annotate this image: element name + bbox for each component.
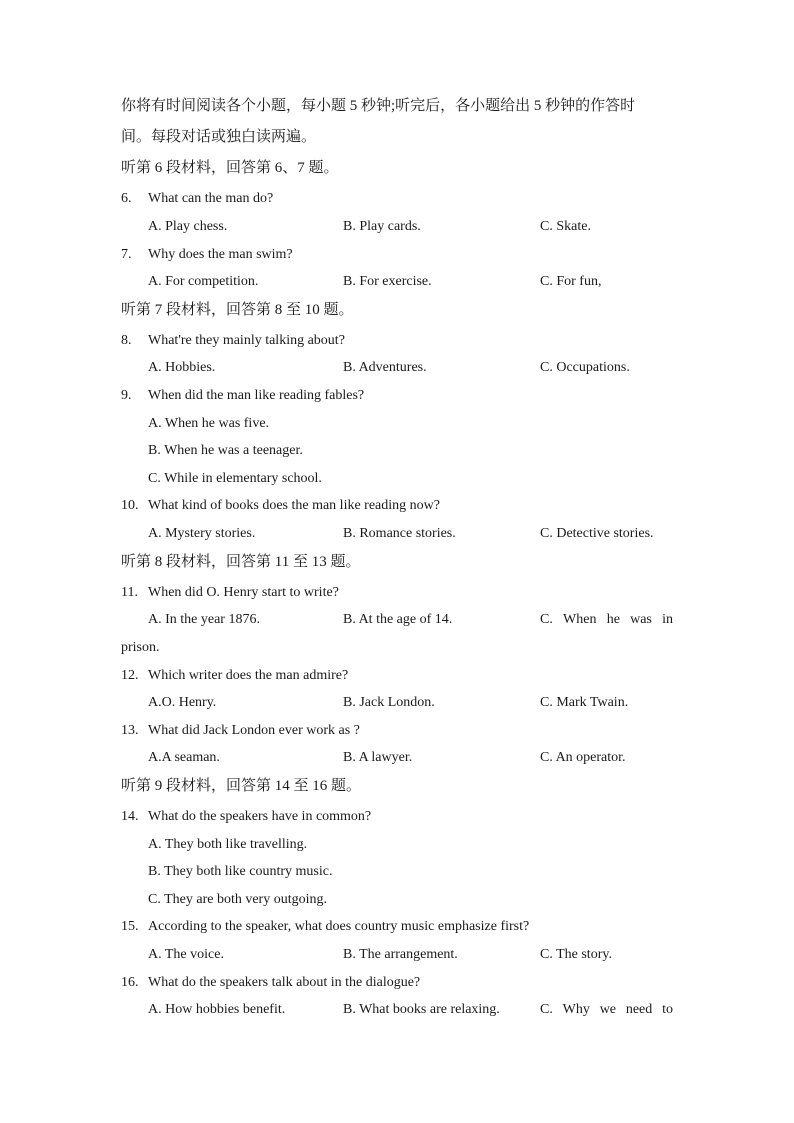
option-b: B. They both like country music. — [148, 864, 333, 879]
option-c-word: When — [563, 612, 597, 627]
option-c: C. Skate. — [540, 219, 591, 234]
question-text: Why does the man swim? — [148, 247, 293, 262]
option-c: C. The story. — [540, 947, 612, 962]
option-b: B. Romance stories. — [343, 526, 456, 541]
question-number: 10. — [121, 498, 139, 513]
question-9 — [121, 386, 364, 406]
question-number: 15. — [121, 919, 139, 934]
question-text: Which writer does the man admire? — [148, 668, 349, 683]
question-12 — [121, 666, 348, 686]
option-b: B. The arrangement. — [343, 947, 458, 962]
option-b: B. Adventures. — [343, 360, 427, 375]
option-c — [540, 1000, 673, 1020]
option-a: A.A seaman. — [148, 750, 220, 765]
question-number: 13. — [121, 723, 139, 738]
option-a: A. When he was five. — [148, 416, 270, 431]
option-c-word: he — [606, 612, 620, 627]
question-number: 11. — [121, 585, 138, 600]
option-b: B. A lawyer. — [343, 750, 413, 765]
question-14 — [121, 807, 371, 827]
option-c: C. For fun, — [540, 274, 602, 289]
option-c-word: was — [630, 612, 652, 627]
option-c: C. They are both very outgoing. — [148, 892, 327, 907]
question-text: When did O. Henry start to write? — [148, 585, 339, 600]
question-11 — [121, 583, 339, 603]
question-7 — [121, 245, 293, 265]
option-b: B. For exercise. — [343, 274, 432, 289]
section-heading-8: 听第 8 段材料，回答第 11 至 13 题。 — [121, 554, 361, 570]
question-number: 14. — [121, 809, 139, 824]
option-b: B. What books are relaxing. — [343, 1002, 500, 1017]
option-a: A. Mystery stories. — [148, 526, 256, 541]
question-text: What're they mainly talking about? — [148, 333, 345, 348]
option-a: A. How hobbies benefit. — [148, 1002, 286, 1017]
option-c: C. While in elementary school. — [148, 471, 322, 486]
option-c: C. An operator. — [540, 750, 626, 765]
question-number: 16. — [121, 975, 139, 990]
question-13 — [121, 721, 360, 741]
question-6 — [121, 189, 273, 209]
option-c-word: C. — [540, 1002, 553, 1017]
option-c-continuation: prison. — [121, 640, 160, 655]
option-a: A. They both like travelling. — [148, 837, 308, 852]
question-number: 7. — [121, 247, 132, 262]
question-16 — [121, 973, 420, 993]
question-text: When did the man like reading fables? — [148, 388, 365, 403]
question-text: What kind of books does the man like reading now? — [148, 498, 440, 513]
option-a: A. The voice. — [148, 947, 224, 962]
option-a: A.O. Henry. — [148, 695, 217, 710]
question-number: 9. — [121, 388, 132, 403]
question-text: What do the speakers talk about in the dialogue? — [148, 975, 421, 990]
section-heading-7: 听第 7 段材料，回答第 8 至 10 题。 — [121, 302, 354, 318]
question-number: 8. — [121, 333, 132, 348]
question-text: What can the man do? — [148, 191, 274, 206]
option-c: C. Occupations. — [540, 360, 630, 375]
question-10 — [121, 496, 440, 516]
question-text: According to the speaker, what does country music emphasize first? — [148, 919, 530, 934]
question-number: 12. — [121, 668, 139, 683]
option-b: B. When he was a teenager. — [148, 443, 303, 458]
option-c-word: Why — [562, 1002, 590, 1017]
question-number: 6. — [121, 191, 132, 206]
option-b: B. Play cards. — [343, 219, 421, 234]
option-c: C. Mark Twain. — [540, 695, 629, 710]
option-c: C. Detective stories. — [540, 526, 654, 541]
option-b: B. Jack London. — [343, 695, 435, 710]
option-a: A. Play chess. — [148, 219, 228, 234]
option-a: A. In the year 1876. — [148, 612, 260, 627]
option-a: A. For competition. — [148, 274, 259, 289]
option-c-word: need — [625, 1002, 653, 1017]
option-c-word: in — [662, 612, 673, 627]
option-a: A. Hobbies. — [148, 360, 216, 375]
section-heading-6: 听第 6 段材料，回答第 6、7 题。 — [121, 160, 339, 176]
option-c — [540, 610, 673, 630]
question-text: What do the speakers have in common? — [148, 809, 372, 824]
option-c-word: to — [662, 1002, 673, 1017]
question-8 — [121, 331, 345, 351]
instructions-line-2: 间。每段对话或独白读两遍。 — [121, 129, 317, 145]
question-15 — [121, 917, 529, 937]
option-c-word: C. — [540, 612, 553, 627]
question-text: What did Jack London ever work as ? — [148, 723, 360, 738]
option-c-word: we — [599, 1002, 617, 1017]
instructions-line-1: 你将有时间阅读各个小题，每小题 5 秒钟;听完后，各小题给出 5 秒钟的作答时 — [121, 98, 636, 114]
option-b: B. At the age of 14. — [343, 612, 453, 627]
section-heading-9: 听第 9 段材料，回答第 14 至 16 题。 — [121, 778, 362, 794]
